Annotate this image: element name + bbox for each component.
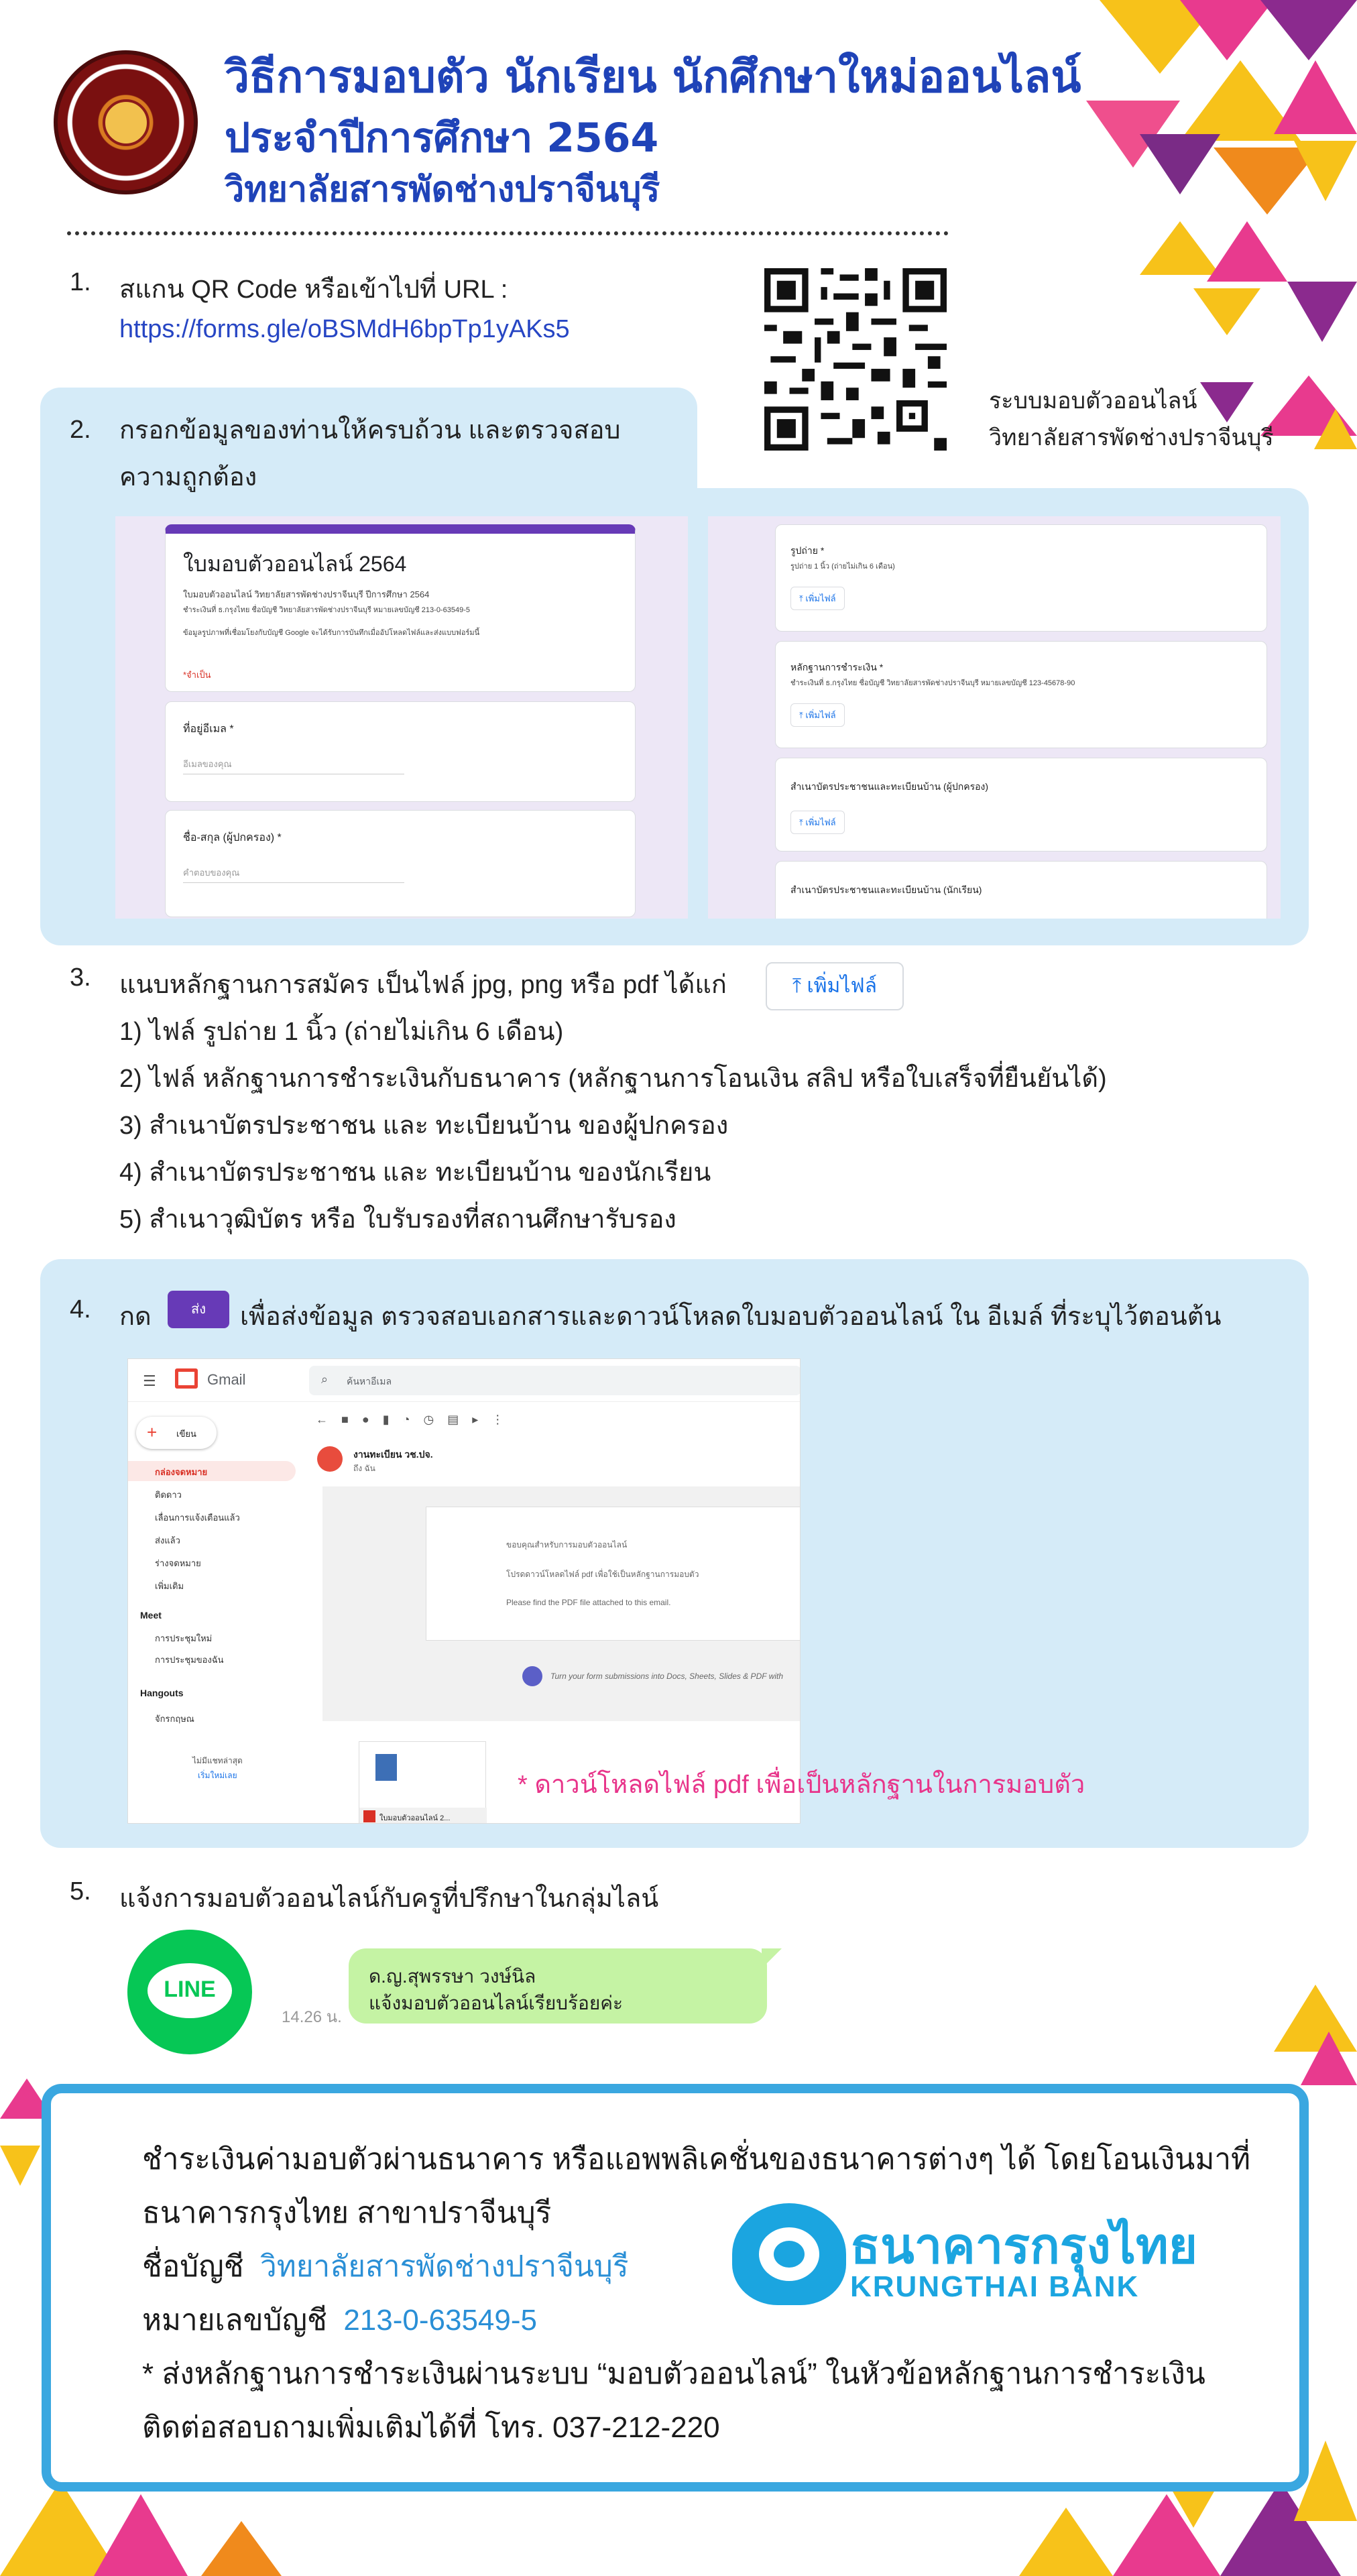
recipient: ถึง ฉัน [353, 1464, 375, 1473]
hangouts-label: Hangouts [140, 1688, 184, 1698]
search-icon: ⌕ [321, 1372, 329, 1386]
nav-more[interactable]: เพิ่มเติม [155, 1581, 184, 1591]
chat-sender: ด.ญ.สุพรรษา วงษ์นิล [369, 1966, 536, 1987]
line-logo: LINE [127, 1930, 252, 2054]
nav-starred[interactable]: ติดดาว [155, 1490, 182, 1500]
email-body-2: โปรดดาวน์โหลดไฟล์ pdf เพื่อใช้เป็นหลักฐานการมอบตัว [506, 1570, 699, 1579]
form-desc-2: ชำระเงินที่ ธ.กรุงไทย ชื่อบัญชี วิทยาลัยสารพัดช่างปราจีนบุรี หมายเลขบัญชี 213-0-63549-5 [183, 606, 470, 614]
parent-id-label: สำเนาบัตรประชาชนและทะเบียนบ้าน (ผู้ปกครอง) [790, 781, 989, 792]
step3-number: 3. [70, 963, 91, 992]
mail-toolbar[interactable]: ←■●▮◔◷▤▸⋮ [316, 1413, 518, 1426]
payment-line-2: ธนาคารกรุงไทย สาขาปราจีนบุรี [142, 2197, 552, 2229]
parent-name-label: ชื่อ-สกุล (ผู้ปกครอง) * [183, 832, 282, 843]
student-id-label: สำเนาบัตรประชาชนและทะเบียนบ้าน (นักเรียน) [790, 884, 982, 895]
form-url-link[interactable]: https://forms.gle/oBSMdH6bpTp1yAKs5 [119, 315, 570, 343]
payment-line-6: ติดต่อสอบถามเพิ่มเติมได้ที่ โทร. 037-212-220 [142, 2411, 720, 2444]
account-number-label: หมายเลขบัญชี [142, 2304, 327, 2337]
account-name-label: ชื่อบัญชี [142, 2250, 244, 2283]
bank-name-th: ธนาคารกรุงไทย [850, 2218, 1198, 2274]
krungthai-logo-icon [732, 2203, 846, 2305]
gmail-brand: Gmail [207, 1371, 246, 1388]
account-name-row [142, 2243, 629, 2290]
photo-upload-button[interactable]: ⤒ เพิ่มไฟล์ [790, 587, 845, 610]
upload-icon: ⤒ [792, 975, 802, 997]
qr-caption-2: วิทยาลัยสารพัดช่างปราจีนบุรี [989, 425, 1274, 451]
parent-id-upload-button[interactable]: ⤒ เพิ่มไฟล์ [790, 811, 845, 834]
form-desc-3: ข้อมูลรูปภาพที่เชื่อมโยงกับบัญชี Google จะได้รับการบันทึกเมื่ออัปโหลดไฟล์และส่งแบบฟอร์มนี้ [183, 629, 480, 637]
meet-mine[interactable]: การประชุมของฉัน [155, 1655, 224, 1665]
step2-text-2: ความถูกต้อง [119, 463, 257, 491]
payment-proof-label: หลักฐานการชำระเงิน * [790, 662, 884, 672]
step3-item-5: 5) สำเนาวุฒิบัตร หรือ ใบรับรองที่สถานศึกษารับรอง [119, 1206, 676, 1234]
step4-number: 4. [70, 1295, 91, 1324]
qr-caption-1: ระบบมอบตัวออนไลน์ [989, 388, 1197, 414]
email-body-3: Please find the PDF file attached to this email. [506, 1598, 671, 1607]
divider [67, 231, 949, 235]
qr-code [764, 268, 947, 451]
photo-label: รูปถ่าย * [790, 545, 825, 556]
account-name: วิทยาลัยสารพัดช่างปราจีนบุรี [260, 2250, 629, 2283]
sender-avatar [317, 1446, 343, 1472]
step3-item-3: 3) สำเนาบัตรประชาชน และ ทะเบียนบ้าน ของผู้ปกครอง [119, 1112, 729, 1140]
email-label: ที่อยู่อีเมล * [183, 723, 234, 735]
compose-button[interactable]: + เขียน [136, 1417, 217, 1449]
start-chat-link[interactable]: เริ่มใหม่เลย [198, 1771, 237, 1780]
page-title-line1: วิธีการมอบตัว นักเรียน นักศึกษาใหม่ออนไลน์ [225, 51, 1081, 103]
gmail-preview [127, 1358, 801, 1824]
step3-item-2: 2) ไฟล์ หลักฐานการชำระเงินกับธนาคาร (หลักฐานการโอนเงิน สลิป หรือใบเสร็จที่ยืนยันได้) [119, 1065, 1107, 1093]
add-file-button[interactable]: ⤒ เพิ่มไฟล์ [766, 962, 904, 1010]
payment-line-1: ชำระเงินค่ามอบตัวผ่านธนาคาร หรือแอพพลิเคชั่นของธนาคารต่างๆ ได้ โดยโอนเงินมาที่ [142, 2143, 1251, 2176]
chat-time: 14.26 น. [282, 2008, 342, 2026]
parent-name-field[interactable]: คำตอบของคุณ [183, 866, 404, 883]
step4-press: กด [119, 1303, 152, 1331]
college-logo [54, 50, 198, 194]
send-button[interactable]: ส่ง [168, 1291, 229, 1328]
pdf-icon [363, 1810, 375, 1822]
step3-text: แนบหลักฐานการสมัคร เป็นไฟล์ jpg, png หรือ pdf ได้แก่ [119, 971, 727, 999]
email-body-1: ขอบคุณสำหรับการมอบตัวออนไลน์ [506, 1540, 628, 1549]
step2-text-1: กรอกข้อมูลของท่านให้ครบถ้วน และตรวจสอบ [119, 416, 621, 445]
page-title-line3: วิทยาลัยสารพัดช่างปราจีนบุรี [225, 170, 660, 210]
download-note: * ดาวน์โหลดไฟล์ pdf เพื่อเป็นหลักฐานในการมอบตัว [518, 1771, 1085, 1799]
form-title: ใบมอบตัวออนไลน์ 2564 [183, 552, 407, 576]
step5-text: แจ้งการมอบตัวออนไลน์กับครูที่ปรึกษาในกลุ่มไลน์ [119, 1885, 659, 1913]
hangouts-user[interactable]: จักรกฤษณ [155, 1714, 194, 1724]
gmail-logo-icon [175, 1368, 198, 1389]
form-preview-right [708, 516, 1281, 919]
account-number-row [142, 2296, 537, 2343]
payment-line-5: * ส่งหลักฐานการชำระเงินผ่านระบบ “มอบตัวออนไลน์” ในหัวข้อหลักฐานการชำระเงิน [142, 2357, 1205, 2390]
email-footer: Turn your form submissions into Docs, Sheets, Slides & PDF with [550, 1672, 784, 1681]
form-desc-1: ใบมอบตัวออนไลน์ วิทยาลัยสารพัดช่างปราจีนบุรี ปีการศึกษา 2564 [183, 589, 430, 599]
bank-name-en: KRUNGTHAI BANK [850, 2270, 1140, 2303]
chat-bubble [349, 1948, 767, 2024]
step1-number: 1. [70, 268, 91, 296]
account-number: 213-0-63549-5 [343, 2304, 537, 2337]
meet-label: Meet [140, 1610, 162, 1621]
nav-drafts[interactable]: ร่างจดหมาย [155, 1558, 201, 1568]
photo-hint: รูปถ่าย 1 นิ้ว (ถ่ายไม่เกิน 6 เดือน) [790, 563, 895, 571]
step4-text: เพื่อส่งข้อมูล ตรวจสอบเอกสารและดาวน์โหลดใบมอบตัวออนไลน์ ใน อีเมล์ ที่ระบุไว้ตอนต้น [240, 1303, 1222, 1331]
no-recent-chat: ไม่มีแชทล่าสุด [192, 1756, 243, 1765]
step5-number: 5. [70, 1877, 91, 1906]
pdf-attachment[interactable]: ใบมอบตัวออนไลน์ 2... [359, 1741, 486, 1824]
step3-item-4: 4) สำเนาบัตรประชาชน และ ทะเบียนบ้าน ของนักเรียน [119, 1159, 711, 1187]
nav-inbox[interactable]: กล่องจดหมาย [155, 1467, 208, 1477]
email-field[interactable]: อีเมลของคุณ [183, 757, 404, 774]
form-required-note: *จำเป็น [183, 670, 211, 680]
payment-proof-hint: ชำระเงินที่ ธ.กรุงไทย ชื่อบัญชี วิทยาลัยสารพัดช่างปราจีนบุรี หมายเลขบัญชี 123-45678-90 [790, 679, 1075, 687]
step1-text: สแกน QR Code หรือเข้าไปที่ URL : [119, 276, 508, 304]
sender-name: งานทะเบียน วช.ปจ. [353, 1449, 433, 1460]
nav-snoozed[interactable]: เลื่อนการแจ้งเตือนแล้ว [155, 1513, 240, 1523]
payment-upload-button[interactable]: ⤒ เพิ่มไฟล์ [790, 703, 845, 727]
plus-icon: + [147, 1422, 158, 1442]
step3-item-1: 1) ไฟล์ รูปถ่าย 1 นิ้ว (ถ่ายไม่เกิน 6 เดือน) [119, 1018, 564, 1046]
page-title-line2: ประจำปีการศึกษา 2564 [225, 115, 659, 162]
addon-icon [522, 1666, 542, 1686]
menu-icon[interactable]: ☰ [143, 1372, 156, 1389]
nav-sent[interactable]: ส่งแล้ว [155, 1535, 180, 1545]
chat-message: แจ้งมอบตัวออนไลน์เรียบร้อยค่ะ [369, 1993, 624, 2013]
gmail-search-input[interactable]: ⌕ ค้นหาอีเมล [309, 1366, 801, 1395]
form-preview-left [115, 516, 688, 919]
meet-new[interactable]: การประชุมใหม่ [155, 1633, 213, 1643]
step2-number: 2. [70, 416, 91, 444]
